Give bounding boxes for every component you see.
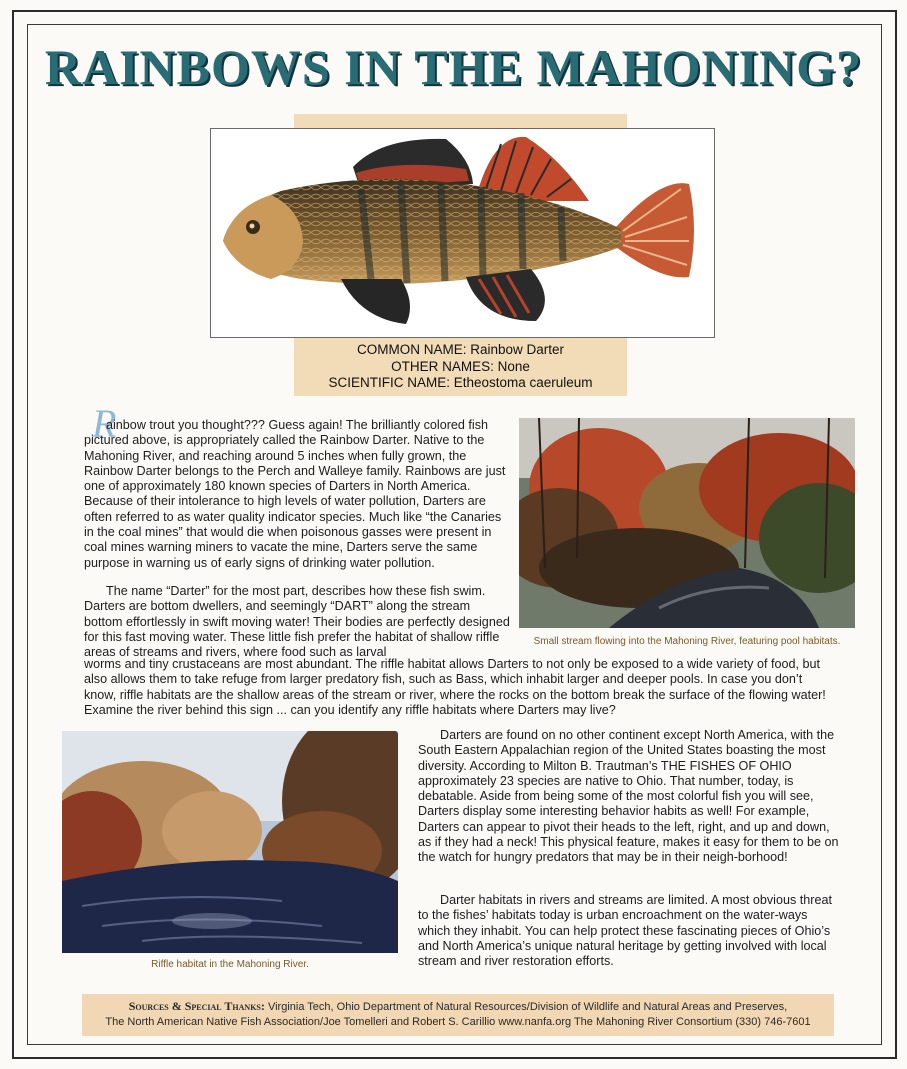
riffle-paragraph: worms and tiny crustaceans are most abundant. The riffle habitat allows Darters to not only be exposed to a wide variety of food, but also allows them to take refuge from larger predatory fish, such as Bass, which inhabit larger and deeper pools. In case you don’t know, riffle habitats are the shallow areas of the stream or river, where the rocks on the bottom break the surface of the flowing water! Examine the river behind this sign ... can you identify any riffle habitats where Darters may live? (84, 657, 826, 717)
darter-name-paragraph: The name “Darter” for the most part, describes how these fish swim. Darters are bottom dwellers, and seemingly “DART” along the stream bottom effortlessly in swift moving water! Their bodies are perfectly designed for this fast moving water. These little fish prefer the habitat of shallow riffle areas of streams and rivers, where food such as larval (84, 584, 510, 660)
common-name: COMMON NAME: Rainbow Darter (356, 342, 565, 357)
riffle-photo-image (62, 731, 398, 953)
habitat-threat-paragraph: Darter habitats in rivers and streams are limited. A most obvious threat to the fishes’ habitats today is urban encroachment on the water-ways which they inhabit. You can help protect these fascinating pieces of Ohio’s and North America’s unique natural heritage by getting involved with local stream and river restoration efforts. (418, 893, 832, 969)
riffle-photo-caption: Riffle habitat in the Mahoning River. (151, 959, 309, 970)
riffle-photo (62, 731, 398, 953)
sources-label: Sources & Special Thanks: (128, 999, 265, 1013)
page-title: RAINBOWS IN THE MAHONING? (44, 39, 863, 95)
fish-illustration (210, 128, 715, 338)
scientific-name: SCIENTIFIC NAME: Etheostoma caeruleum (328, 375, 593, 390)
drop-cap: R (92, 401, 117, 446)
other-names: OTHER NAMES: None (391, 358, 530, 374)
sources-line-2: The North American Native Fish Association/Joe Tomelleri and Robert S. Carillio www.nanfa.org The Mahoning River Consortium (330) 746-7601 (105, 1016, 811, 1028)
sources-line-1: Virginia Tech, Ohio Department of Natural Resources/Division of Wildlife and Natural Areas and Preserves, (267, 1001, 788, 1013)
stream-photo-caption: Small stream flowing into the Mahoning River, featuring pool habitats. (533, 636, 841, 647)
fish-names (294, 342, 627, 392)
stream-photo (519, 418, 855, 628)
stream-photo-image (519, 418, 855, 628)
continent-paragraph: Darters are found on no other continent except North America, with the South Eastern Appalachian region of the United States boasting the most diversity. According to Milton B. Trautman’s THE FISHES OF OHIO approximately 23 species are native to Ohio. That number, today, is debatable. Aside from being some of the most colorful fish you will see, Darters display some interesting behavior habits as well! For example, Darters can appear to pivot their heads to the left, right, and up and down, as if they had a neck! This physical feature, makes it easy for them to be on the watch for hungry predators that may be in their neigh-borhood! (418, 728, 839, 865)
rainbow-darter-image (211, 129, 714, 337)
intro-paragraph: ainbow trout you thought??? Guess again! The brilliantly colored fish pictured above, is appropriately called the Rainbow Darter. Native to the Mahoning River, and reaching around 5 inches when fully grown, the Rainbow Darter belongs to the Perch and Walleye family. Rainbows are just one of approximately 180 known species of Darters in North America. Because of their intolerance to high levels of water pollution, Darters are often referred to as water quality indicator species. Much like “the Canaries in the coal mines” that would die when poisonous gasses were present in coal mines warning miners to vacate the mine, Darters serve the same purpose in warning us of early signs of drinking water pollution. (84, 418, 506, 570)
sources-box (82, 994, 834, 1036)
